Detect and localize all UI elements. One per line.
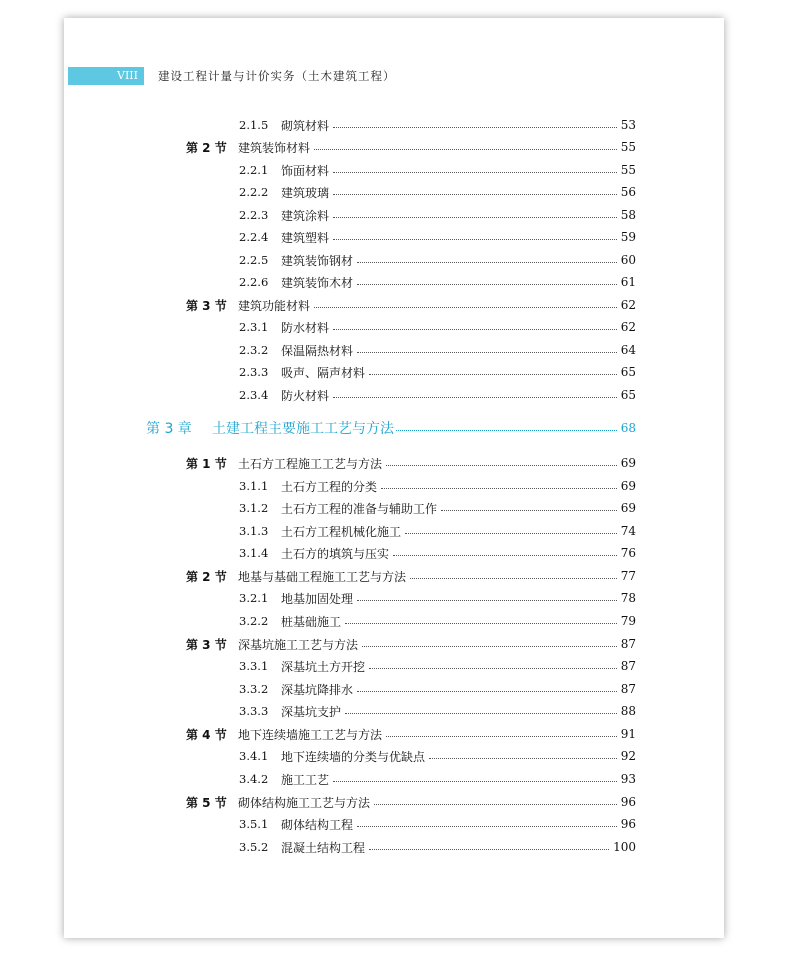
toc-entry-page: 96	[620, 795, 636, 809]
dot-leader	[369, 374, 617, 375]
toc-entry-number: 3.4.1	[239, 749, 269, 763]
toc-entry-title: 吸声、隔声材料	[281, 365, 366, 380]
toc-section-entry	[186, 453, 636, 473]
toc-subsection-entry	[239, 746, 636, 766]
dot-leader	[405, 533, 617, 534]
toc-subsection-entry	[239, 588, 636, 608]
toc-entry-number: 2.3.3	[239, 365, 269, 379]
toc-entry-page: 76	[620, 546, 636, 560]
toc-entry-title: 地下连续墙的分类与优缺点	[281, 749, 426, 764]
toc-entry-title: 土石方工程施工工艺与方法	[238, 456, 383, 471]
toc-entry-title: 防火材料	[281, 388, 330, 403]
toc-entry-title: 地基加固处理	[281, 591, 354, 606]
toc-subsection-entry	[239, 317, 636, 337]
toc-entry-title: 建筑玻璃	[281, 185, 330, 200]
dot-leader	[333, 239, 617, 240]
dot-leader	[333, 194, 617, 195]
toc-entry-page: 96	[620, 817, 636, 831]
toc-entry-title: 建筑装饰材料	[238, 140, 311, 155]
dot-leader	[333, 329, 617, 330]
dot-leader	[345, 623, 617, 624]
toc-entry-number: 3.2.2	[239, 614, 269, 628]
toc-entry-page: 62	[620, 298, 636, 312]
toc-entry-number: 第 2 节	[186, 569, 227, 584]
running-header	[68, 67, 396, 85]
toc-entry-number: 2.2.5	[239, 253, 269, 267]
dot-leader	[410, 578, 617, 579]
toc-section-entry	[186, 566, 636, 586]
toc-subsection-entry	[239, 205, 636, 225]
toc-entry-number: 2.1.5	[239, 118, 269, 132]
toc-entry-number: 3.1.4	[239, 546, 269, 560]
toc-entry-title: 土建工程主要施工工艺与方法	[212, 421, 394, 437]
toc-entry-title: 深基坑降排水	[281, 682, 354, 697]
toc-entry-page: 79	[620, 614, 636, 628]
toc-entry-number: 第 3 节	[186, 637, 227, 652]
toc-entry-title: 土石方工程机械化施工	[281, 524, 402, 539]
toc-subsection-entry	[239, 837, 636, 857]
toc-entry-number: 3.2.1	[239, 591, 269, 605]
toc-entry-page: 64	[620, 343, 636, 357]
toc-entry-number: 第 5 节	[186, 795, 227, 810]
dot-leader	[357, 262, 617, 263]
dot-leader	[369, 668, 617, 669]
toc-subsection-entry	[239, 272, 636, 292]
toc-entry-title: 深基坑施工工艺与方法	[238, 637, 359, 652]
running-header-title: 建设工程计量与计价实务（土木建筑工程）	[158, 69, 396, 83]
toc-subsection-entry	[239, 701, 636, 721]
toc-entry-title: 建筑塑料	[281, 230, 330, 245]
toc-entry-title: 砌体结构工程	[281, 817, 354, 832]
toc-section-entry	[186, 724, 636, 744]
toc-entry-number: 第 2 节	[186, 140, 227, 155]
toc-subsection-entry	[239, 611, 636, 631]
toc-entry-title: 保温隔热材料	[281, 343, 354, 358]
toc-entry-title: 建筑涂料	[281, 208, 330, 223]
toc-entry-number: 第 1 节	[186, 456, 227, 471]
dot-leader	[362, 646, 617, 647]
toc-entry-page: 92	[620, 749, 636, 763]
toc-entry-number: 第 3 节	[186, 298, 227, 313]
dot-leader	[396, 430, 617, 431]
toc-entry-number: 3.1.2	[239, 501, 269, 515]
dot-leader	[386, 736, 617, 737]
toc-subsection-entry	[239, 498, 636, 518]
toc-section-entry	[186, 137, 636, 157]
toc-entry-number: 3.5.2	[239, 840, 269, 854]
toc-entry-page: 65	[620, 388, 636, 402]
dot-leader	[333, 397, 617, 398]
toc-entry-number: 2.2.6	[239, 275, 269, 289]
toc-entry-number: 第 4 节	[186, 727, 227, 742]
toc-subsection-entry	[239, 362, 636, 382]
dot-leader	[441, 510, 617, 511]
toc-chapter-entry	[146, 416, 636, 440]
toc-entry-title: 桩基础施工	[281, 614, 342, 629]
toc-entry-title: 建筑装饰木材	[281, 275, 354, 290]
toc-subsection-entry	[239, 385, 636, 405]
dot-leader	[333, 217, 617, 218]
toc-subsection-entry	[239, 543, 636, 563]
toc-entry-title: 地基与基础工程施工工艺与方法	[238, 569, 407, 584]
toc-entry-page: 69	[620, 501, 636, 515]
dot-leader	[333, 127, 617, 128]
toc-entry-number: 3.3.2	[239, 682, 269, 696]
toc-entry-page: 87	[620, 659, 636, 673]
toc-entry-page: 77	[620, 569, 636, 583]
toc-subsection-entry	[239, 521, 636, 541]
dot-leader	[429, 758, 617, 759]
toc-entry-number: 2.3.2	[239, 343, 269, 357]
dot-leader	[357, 284, 617, 285]
dot-leader	[357, 352, 617, 353]
toc-section-entry	[186, 634, 636, 654]
toc-entry-number: 2.2.1	[239, 163, 269, 177]
toc-entry-page: 59	[620, 230, 636, 244]
toc-entry-number: 2.2.2	[239, 185, 269, 199]
toc-entry-title: 建筑装饰钢材	[281, 253, 354, 268]
toc-entry-number: 2.2.4	[239, 230, 269, 244]
toc-entry-number: 3.3.1	[239, 659, 269, 673]
dot-leader	[369, 849, 609, 850]
dot-leader	[393, 555, 617, 556]
toc-entry-page: 88	[620, 704, 636, 718]
toc-subsection-entry	[239, 340, 636, 360]
toc-entry-number: 3.3.3	[239, 704, 269, 718]
toc-entry-title: 防水材料	[281, 320, 330, 335]
toc-entry-page: 68	[620, 421, 636, 435]
toc-entry-title: 土石方工程的准备与辅助工作	[281, 501, 438, 516]
toc-entry-page: 87	[620, 682, 636, 696]
toc-entry-page: 61	[620, 275, 636, 289]
toc-entry-page: 78	[620, 591, 636, 605]
toc-entry-page: 69	[620, 456, 636, 470]
toc-entry-page: 87	[620, 637, 636, 651]
toc-entry-page: 100	[613, 840, 636, 854]
toc-entry-page: 60	[620, 253, 636, 267]
toc-entry-number: 3.1.1	[239, 479, 269, 493]
toc-entry-title: 深基坑土方开挖	[281, 659, 366, 674]
toc-subsection-entry	[239, 656, 636, 676]
toc-entry-page: 93	[620, 772, 636, 786]
dot-leader	[357, 826, 617, 827]
toc-entry-page: 65	[620, 365, 636, 379]
toc-entry-number: 2.3.1	[239, 320, 269, 334]
toc-entry-page: 53	[620, 118, 636, 132]
toc-entry-number: 3.1.3	[239, 524, 269, 538]
toc-entry-title: 砌筑材料	[281, 118, 330, 133]
page-number-badge: VIII	[68, 67, 144, 85]
toc-subsection-entry	[239, 227, 636, 247]
toc-entry-number: 3.5.1	[239, 817, 269, 831]
toc-subsection-entry	[239, 182, 636, 202]
toc-entry-number: 2.3.4	[239, 388, 269, 402]
toc-subsection-entry	[239, 679, 636, 699]
dot-leader	[333, 172, 617, 173]
toc-entry-title: 砌体结构施工工艺与方法	[238, 795, 371, 810]
dot-leader	[314, 149, 617, 150]
toc-subsection-entry	[239, 115, 636, 135]
toc-entry-page: 62	[620, 320, 636, 334]
toc-entry-title: 混凝土结构工程	[281, 840, 366, 855]
toc-entry-title: 建筑功能材料	[238, 298, 311, 313]
toc-subsection-entry	[239, 769, 636, 789]
dot-leader	[357, 600, 617, 601]
toc-entry-title: 饰面材料	[281, 163, 330, 178]
toc-section-entry	[186, 792, 636, 812]
toc-subsection-entry	[239, 814, 636, 834]
toc-entry-number: 第 3 章	[146, 421, 192, 437]
dot-leader	[381, 488, 617, 489]
toc-entry-page: 69	[620, 479, 636, 493]
dot-leader	[314, 307, 617, 308]
dot-leader	[357, 691, 617, 692]
toc-section-entry	[186, 295, 636, 315]
dot-leader	[345, 713, 617, 714]
toc-entry-title: 深基坑支护	[281, 704, 342, 719]
toc-subsection-entry	[239, 160, 636, 180]
toc-entry-page: 55	[620, 163, 636, 177]
toc-entry-page: 74	[620, 524, 636, 538]
dot-leader	[374, 804, 617, 805]
toc-entry-page: 58	[620, 208, 636, 222]
toc-entry-title: 施工工艺	[281, 772, 330, 787]
toc-entry-title: 土石方的填筑与压实	[281, 546, 390, 561]
toc-entry-page: 91	[620, 727, 636, 741]
dot-leader	[333, 781, 617, 782]
toc-entry-page: 55	[620, 140, 636, 154]
toc-subsection-entry	[239, 250, 636, 270]
toc-entry-title: 土石方工程的分类	[281, 479, 378, 494]
toc-entry-page: 56	[620, 185, 636, 199]
toc-entry-title: 地下连续墙施工工艺与方法	[238, 727, 383, 742]
toc-entry-number: 2.2.3	[239, 208, 269, 222]
dot-leader	[386, 465, 617, 466]
toc-entry-number: 3.4.2	[239, 772, 269, 786]
toc-subsection-entry	[239, 476, 636, 496]
